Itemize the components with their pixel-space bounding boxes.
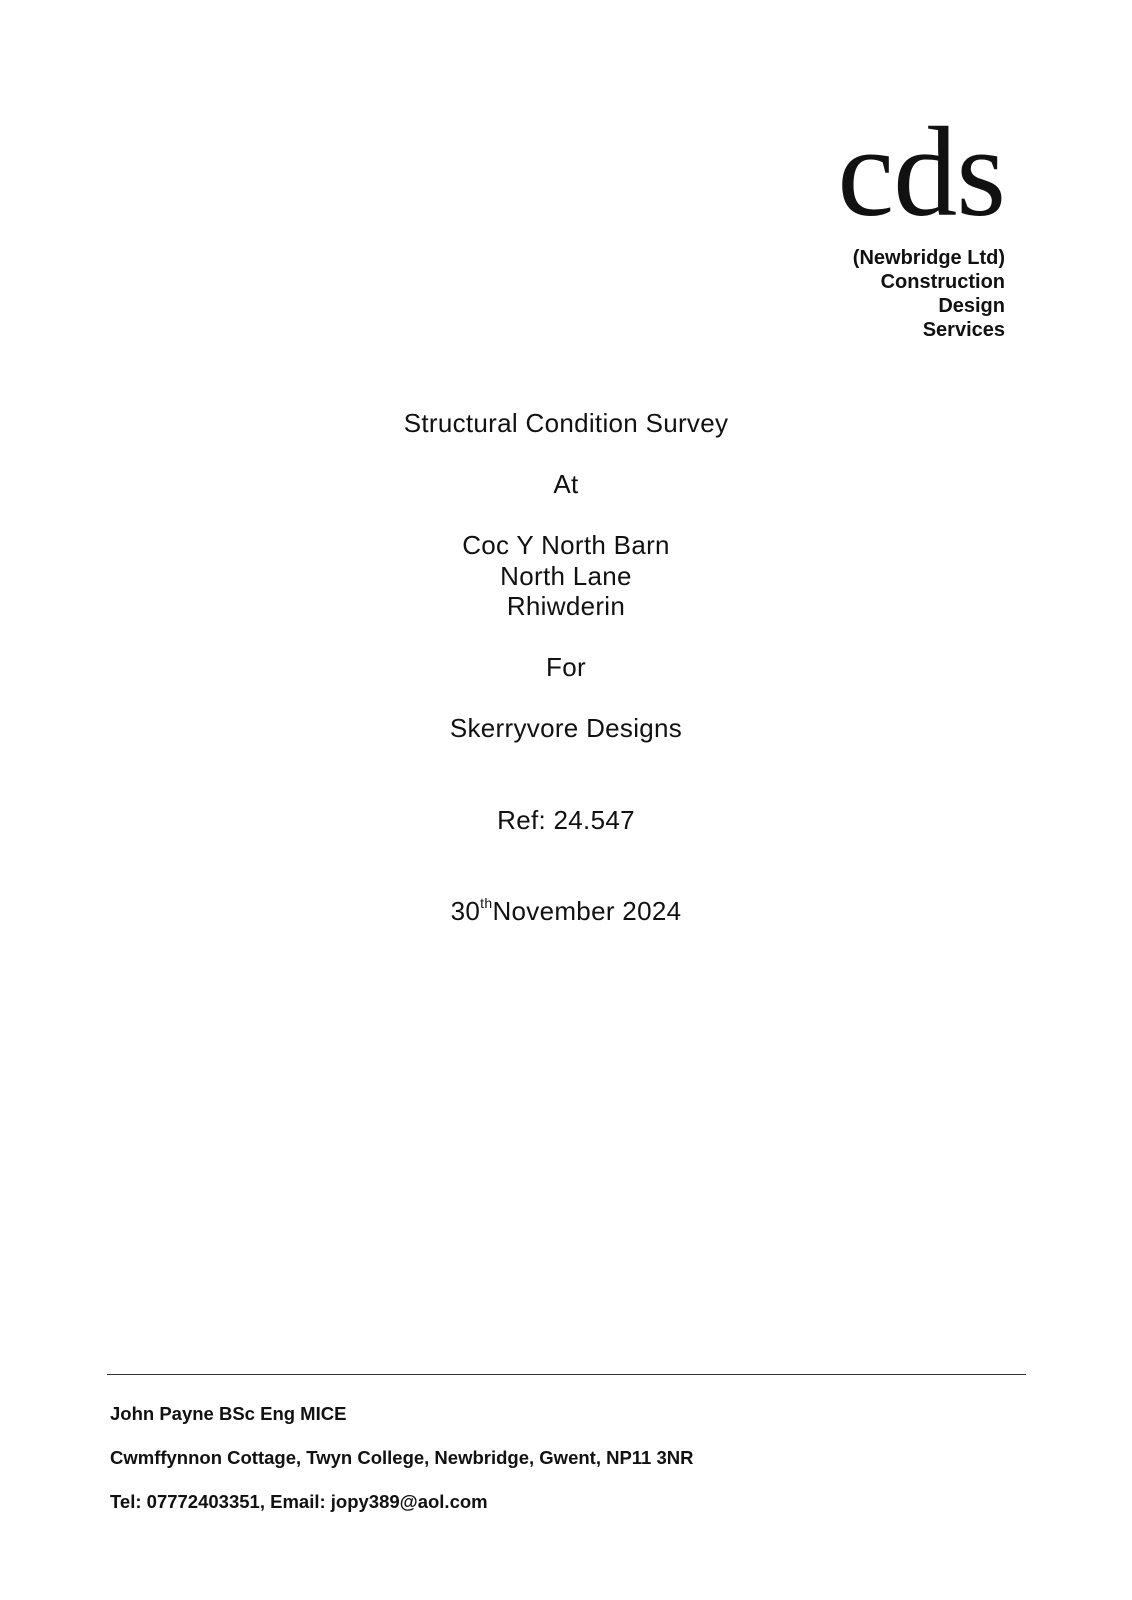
footer-contact: Tel: 07772403351, Email: jopy389@aol.com: [110, 1491, 488, 1512]
footer: [110, 1403, 694, 1535]
site-address-line: Rhiwderin: [506, 591, 626, 621]
logo-mark: cds: [837, 101, 1005, 243]
footer-name: John Payne BSc Eng MICE: [110, 1403, 347, 1424]
logo-company-lines: [837, 246, 1005, 342]
date-day: 30: [450, 896, 481, 926]
logo-line: Design: [938, 295, 1005, 317]
footer-address: Cwmffynnon Cottage, Twyn College, Newbridge, Gwent, NP11 3NR: [110, 1447, 694, 1468]
client-name: Skerryvore Designs: [449, 713, 683, 743]
report-title: Structural Condition Survey: [403, 408, 729, 438]
at-label: At: [553, 469, 579, 499]
logo-line: Construction: [880, 271, 1005, 293]
for-label: For: [546, 652, 586, 682]
logo-line: Services: [922, 319, 1005, 341]
footer-divider: [107, 1374, 1026, 1375]
company-logo: [837, 101, 1005, 342]
date-rest: November 2024: [492, 896, 682, 926]
logo-line: (Newbridge Ltd): [852, 247, 1005, 269]
title-block: [0, 408, 1132, 927]
date-suffix: th: [480, 895, 493, 911]
reference: Ref: 24.547: [497, 804, 635, 835]
site-address-line: Coc Y North Barn: [462, 530, 670, 560]
report-date: [0, 896, 1132, 927]
site-address-line: North Lane: [500, 560, 632, 591]
